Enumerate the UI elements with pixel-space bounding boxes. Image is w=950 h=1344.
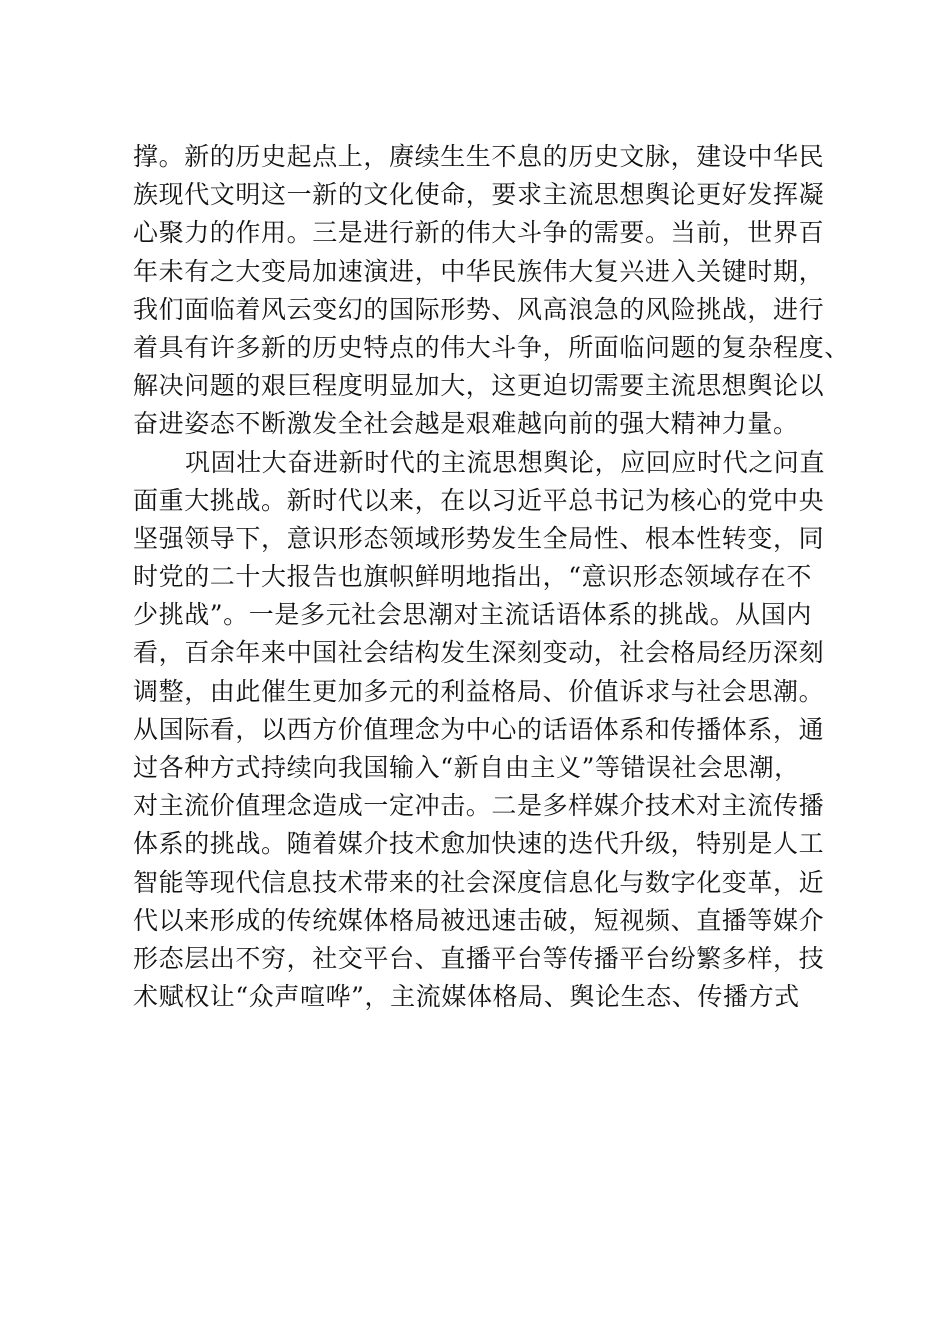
text-line: 坚强领导下，意识形态领域形势发生全局性、根本性转变，同 — [133, 523, 825, 553]
text-line: 体系的挑战。随着媒介技术愈加快速的迭代升级，特别是人工 — [133, 829, 825, 859]
paragraph-1 — [133, 138, 853, 444]
body-text — [133, 138, 853, 1016]
text-line: 时党的二十大报告也旗帜鲜明地指出，“意识形态领域存在不 — [133, 562, 812, 592]
text-line: 过各种方式持续向我国输入“新自由主义”等错误社会思潮， — [133, 753, 800, 782]
text-line: 术赋权让“众声喧哗”，主流媒体格局、舆论生态、传播方式 — [133, 982, 800, 1012]
text-line: 看，百余年来中国社会结构发生深刻变动，社会格局经历深刻 — [133, 638, 825, 668]
text-line: 调整，由此催生更加多元的利益格局、价值诉求与社会思潮。 — [133, 676, 825, 706]
text-line: 智能等现代信息技术带来的社会深度信息化与数字化变革，近 — [133, 867, 825, 897]
text-line: 我们面临着风云变幻的国际形势、风高浪急的风险挑战，进行 — [133, 294, 825, 324]
text-line: 着具有许多新的历史特点的伟大斗争，所面临问题的复杂程度、 — [133, 332, 850, 362]
text-line: 奋进姿态不断激发全社会越是艰难越向前的强大精神力量。 — [133, 409, 799, 439]
text-line: 从国际看，以西方价值理念为中心的话语体系和传播体系，通 — [133, 714, 825, 744]
text-line: 解决问题的艰巨程度明显加大，这更迫切需要主流思想舆论以 — [133, 371, 825, 401]
text-line: 形态层出不穷，社交平台、直播平台等传播平台纷繁多样，技 — [133, 943, 825, 973]
text-line: 巩固壮大奋进新时代的主流思想舆论，应回应时代之问直 — [185, 447, 826, 477]
text-line: 少挑战”。一是多元社会思潮对主流话语体系的挑战。从国内 — [133, 600, 812, 630]
text-line: 对主流价值理念造成一定冲击。二是多样媒介技术对主流传播 — [133, 791, 825, 821]
text-line: 心聚力的作用。三是进行新的伟大斗争的需要。当前，世界百 — [133, 218, 825, 248]
text-line: 年未有之大变局加速演进，中华民族伟大复兴进入关键时期， — [133, 256, 825, 286]
text-line: 代以来形成的传统媒体格局被迅速击破，短视频、直播等媒介 — [133, 905, 825, 935]
text-line: 面重大挑战。新时代以来，在以习近平总书记为核心的党中央 — [133, 485, 825, 515]
text-line: 族现代文明这一新的文化使命，要求主流思想舆论更好发挥凝 — [133, 180, 825, 210]
paragraph-2 — [133, 444, 853, 1017]
text-line: 撑。新的历史起点上，赓续生生不息的历史文脉，建设中华民 — [133, 142, 825, 171]
